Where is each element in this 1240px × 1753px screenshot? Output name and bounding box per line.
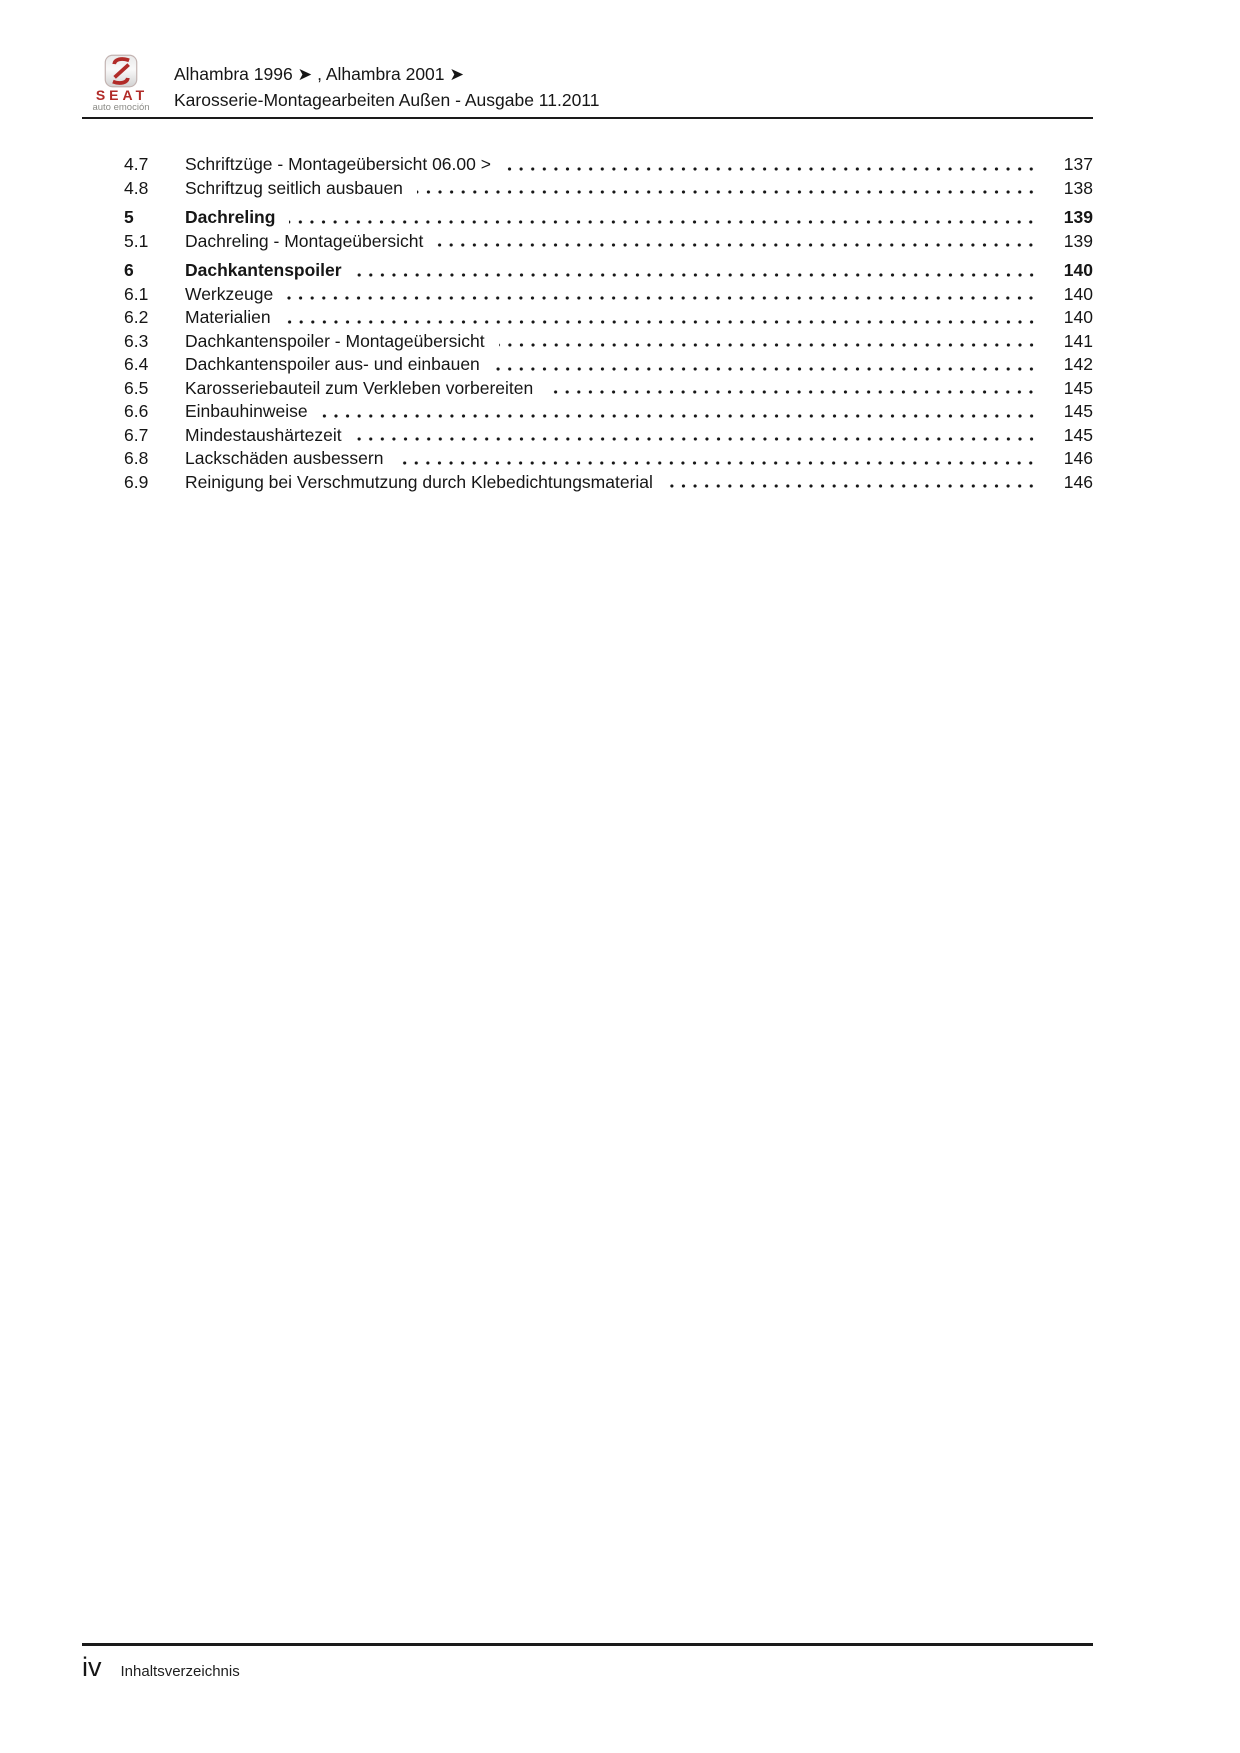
toc-entry-page: 142 — [1063, 354, 1093, 374]
toc-entry-number: 5 — [124, 207, 134, 227]
dot-leader — [437, 242, 1037, 248]
dot-leader — [505, 166, 1037, 172]
toc-entry-title: Werkzeuge — [185, 283, 274, 304]
table-of-contents — [82, 153, 1093, 494]
toc-entry-number: 6.1 — [124, 283, 149, 304]
dot-leader — [667, 483, 1037, 489]
header-divider — [82, 117, 1093, 119]
page-header — [82, 54, 1093, 119]
toc-entry-title: Reinigung bei Verschmutzung durch Klebedichtungsmaterial — [185, 471, 653, 492]
toc-entry-number: 6.7 — [124, 424, 149, 445]
toc-entry-title: Materialien — [185, 307, 271, 327]
dot-leader — [289, 219, 1037, 225]
toc-entry-page: 146 — [1063, 471, 1093, 492]
dot-leader — [287, 295, 1037, 301]
toc-entry-page: 145 — [1063, 401, 1093, 421]
toc-entry-page: 145 — [1063, 377, 1093, 398]
seat-tagline: auto emoción — [92, 102, 150, 113]
toc-entry[interactable] — [82, 206, 1093, 230]
toc-entry-title: Schriftzüge - Montageübersicht 06.00 > — [185, 154, 491, 174]
dot-leader — [499, 342, 1037, 348]
footer-divider — [82, 1643, 1093, 1646]
seat-wordmark: SEAT — [95, 87, 149, 103]
toc-entry-number: 6.2 — [124, 307, 149, 327]
toc-entry-number: 6.4 — [124, 354, 149, 374]
toc-entry-page: 139 — [1063, 230, 1093, 251]
dot-leader — [285, 319, 1037, 325]
toc-entry-number: 5.1 — [124, 230, 149, 251]
toc-entry-number: 4.7 — [124, 154, 149, 174]
toc-entry-number: 6 — [124, 260, 134, 280]
toc-entry-title: Dachreling - Montageübersicht — [185, 230, 424, 251]
toc-entry[interactable] — [82, 424, 1093, 448]
toc-entry[interactable] — [82, 283, 1093, 307]
toc-entry-page: 139 — [1063, 207, 1093, 227]
toc-entry-page: 141 — [1063, 330, 1093, 351]
toc-entry-page: 146 — [1063, 448, 1093, 468]
toc-entry[interactable] — [82, 471, 1093, 495]
seat-brand-block — [82, 54, 160, 113]
toc-entry-title: Schriftzug seitlich ausbauen — [185, 177, 403, 198]
toc-entry-title: Dachkantenspoiler aus- und einbauen — [185, 354, 480, 374]
toc-entry-number: 6.9 — [124, 471, 149, 492]
dot-leader — [547, 389, 1037, 395]
toc-entry[interactable] — [82, 400, 1093, 424]
toc-entry-page: 140 — [1063, 283, 1093, 304]
toc-entry-title: Lackschäden ausbessern — [185, 448, 384, 468]
toc-entry[interactable] — [82, 377, 1093, 401]
toc-entry-page: 140 — [1063, 307, 1093, 327]
footer-page-number: iv — [82, 1652, 102, 1682]
seat-logo-icon — [103, 54, 139, 88]
toc-entry[interactable] — [82, 230, 1093, 254]
toc-entry[interactable] — [82, 306, 1093, 330]
toc-entry-page: 140 — [1063, 260, 1093, 280]
dot-leader — [356, 272, 1037, 278]
toc-entry-page: 137 — [1063, 154, 1093, 174]
toc-entry-title: Karosseriebauteil zum Verkleben vorbereiten — [185, 377, 534, 398]
dot-leader — [397, 460, 1037, 466]
toc-entry-title: Dachkantenspoiler — [185, 260, 342, 280]
toc-entry-title: Mindestaushärtezeit — [185, 424, 342, 445]
dot-leader — [322, 413, 1037, 419]
dot-leader — [417, 189, 1037, 195]
toc-entry[interactable] — [82, 177, 1093, 201]
page-footer — [82, 1643, 1093, 1682]
toc-entry-number: 6.8 — [124, 448, 149, 468]
toc-entry-title: Dachreling — [185, 207, 276, 227]
toc-entry[interactable] — [82, 353, 1093, 377]
header-document-title: Karosserie-Montagearbeiten Außen - Ausgabe 11.2011 — [174, 90, 600, 110]
toc-entry-number: 4.8 — [124, 177, 149, 198]
dot-leader — [356, 436, 1037, 442]
toc-entry[interactable] — [82, 153, 1093, 177]
toc-entry-page: 145 — [1063, 424, 1093, 445]
toc-entry[interactable] — [82, 259, 1093, 283]
toc-entry-number: 6.3 — [124, 330, 149, 351]
header-model-line: Alhambra 1996 ➤ , Alhambra 2001 ➤ — [174, 64, 465, 84]
dot-leader — [494, 366, 1037, 372]
toc-entry[interactable] — [82, 447, 1093, 471]
toc-entry-title: Dachkantenspoiler - Montageübersicht — [185, 330, 485, 351]
header-text — [174, 61, 1093, 113]
toc-entry-number: 6.5 — [124, 377, 149, 398]
toc-entry-title: Einbauhinweise — [185, 401, 308, 421]
toc-entry[interactable] — [82, 330, 1093, 354]
toc-entry-number: 6.6 — [124, 401, 149, 421]
footer-section-label: Inhaltsverzeichnis — [120, 1663, 240, 1680]
toc-entry-page: 138 — [1063, 177, 1093, 198]
